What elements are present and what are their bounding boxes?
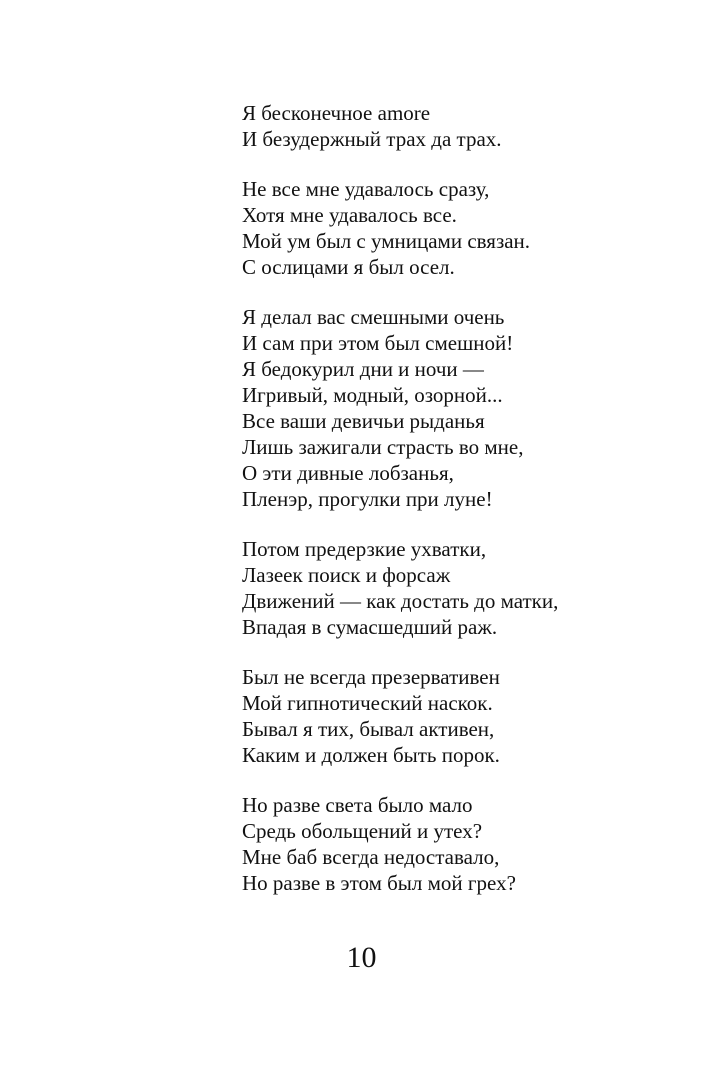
stanza-1 — [242, 100, 682, 152]
poem-line: С ослицами я был осел. — [242, 255, 455, 279]
poem-line: И сам при этом был смешной! — [242, 331, 514, 355]
poem-line: И безудержный трах да трах. — [242, 127, 502, 151]
poem-line: Впадая в сумасшедший раж. — [242, 615, 498, 639]
poem-line: Движений — как достать до матки, — [242, 589, 559, 613]
stanza-3 — [242, 304, 682, 512]
poem-line: Каким и должен быть порок. — [242, 743, 500, 767]
poem-line: Потом предерзкие ухватки, — [242, 537, 487, 561]
poem-line: Бывал я тих, бывал активен, — [242, 717, 495, 741]
stanza-6 — [242, 792, 682, 896]
poem-line: Я делал вас смешными очень — [242, 305, 505, 329]
poem-line: Но разве света было мало — [242, 793, 473, 817]
poem-line: Хотя мне удавалось все. — [242, 203, 457, 227]
poem-line: Игривый, модный, озорной... — [242, 383, 503, 407]
poem-line: Я бесконечное amore — [242, 101, 431, 125]
poem-line: Не все мне удавалось сразу, — [242, 177, 490, 201]
poem-line: Но разве в этом был мой грех? — [242, 871, 516, 895]
stanza-4 — [242, 536, 682, 640]
poem-line: Был не всегда презервативен — [242, 665, 500, 689]
poem-line: Лишь зажигали страсть во мне, — [242, 435, 524, 459]
poem-line: Средь обольщений и утех? — [242, 819, 483, 843]
poem-line: Я бедокурил дни и ночи — — [242, 357, 484, 381]
stanza-5 — [242, 664, 682, 768]
poem-line: Все ваши девичьи рыданья — [242, 409, 485, 433]
stanza-2 — [242, 176, 682, 280]
poem-line: Пленэр, прогулки при луне! — [242, 487, 493, 511]
poem-line: Мне баб всегда недоставало, — [242, 845, 500, 869]
poem-line: Лазеек поиск и форсаж — [242, 563, 451, 587]
poem-line: Мой ум был с умницами связан. — [242, 229, 531, 253]
page-number: 10 — [346, 941, 377, 974]
poem-line: Мой гипнотический наскок. — [242, 691, 493, 715]
poem-line: О эти дивные лобзанья, — [242, 461, 454, 485]
poem-text — [242, 100, 682, 920]
